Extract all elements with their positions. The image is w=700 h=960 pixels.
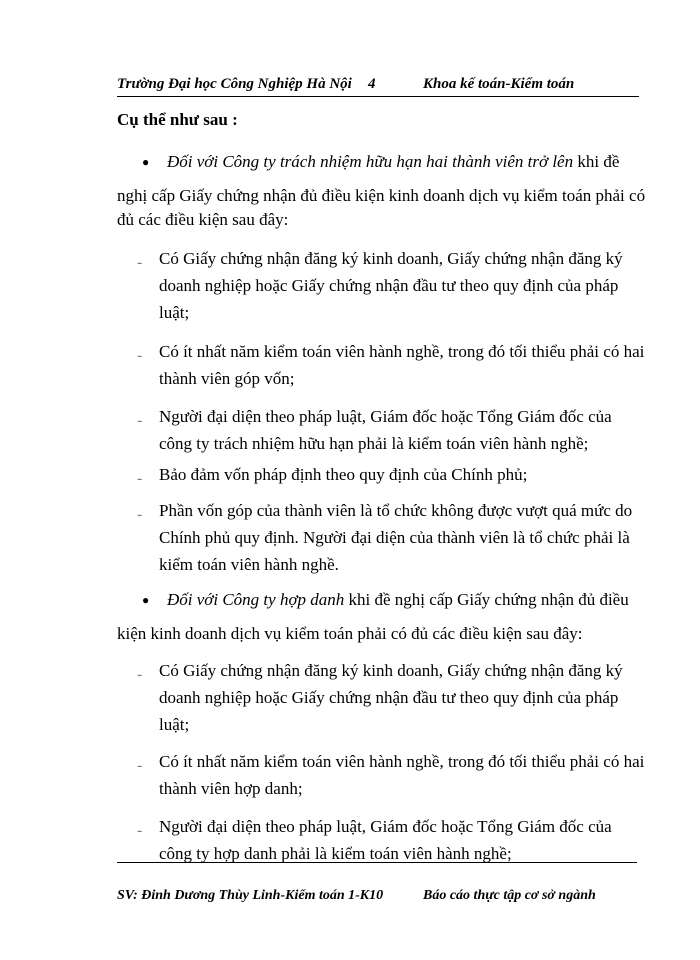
section1-lead xyxy=(167,152,619,172)
header-faculty: Khoa kế toán-Kiểm toán xyxy=(423,76,575,92)
s1-item5-line2: Chính phủ quy định. Người đại diện của thành viên là tổ chức phải là xyxy=(159,528,630,547)
s1-item2-line2: thành viên góp vốn; xyxy=(159,369,295,388)
page-footer xyxy=(117,862,637,902)
dash-icon: - xyxy=(137,822,143,839)
page-header xyxy=(117,72,637,98)
section2-lead-rest: khi đề nghị cấp Giấy chứng nhận đủ điều xyxy=(344,590,629,609)
s2-item2-line1: Có ít nhất năm kiểm toán viên hành nghề, trong đó tối thiểu phải có hai xyxy=(159,752,645,771)
dash-icon: - xyxy=(137,757,143,774)
footer-rule xyxy=(117,862,637,863)
intro-heading: Cụ thể như sau : xyxy=(117,110,238,129)
dash-icon: - xyxy=(137,470,143,487)
dash-icon: - xyxy=(137,666,143,683)
s1-item2-line1: Có ít nhất năm kiểm toán viên hành nghề, trong đó tối thiểu phải có hai xyxy=(159,342,645,361)
s1-item3-line2: công ty trách nhiệm hữu hạn phải là kiểm toán viên hành nghề; xyxy=(159,434,589,453)
s2-item1-line1: Có Giấy chứng nhận đăng ký kinh doanh, Giấy chứng nhận đăng ký xyxy=(159,661,623,680)
section1-lead-rest: khi đề xyxy=(573,152,620,171)
section1-cont1: nghị cấp Giấy chứng nhận đủ điều kiện kinh doanh dịch vụ kiểm toán phải có xyxy=(117,186,646,205)
section1-cont2: đủ các điều kiện sau đây: xyxy=(117,210,289,229)
section2-cont1: kiện kinh doanh dịch vụ kiểm toán phải có đủ các điều kiện sau đây: xyxy=(117,624,583,643)
s2-item1-line2: doanh nghiệp hoặc Giấy chứng nhận đầu tư theo quy định của pháp xyxy=(159,688,619,707)
section1-lead-italic: Đối với Công ty trách nhiệm hữu hạn hai thành viên trở lên xyxy=(167,152,574,171)
s2-item3-line1: Người đại diện theo pháp luật, Giám đốc hoặc Tổng Giám đốc của xyxy=(159,817,612,836)
section2-lead-italic: Đối với Công ty hợp danh xyxy=(167,590,345,609)
s1-item5-line1: Phần vốn góp của thành viên là tổ chức không được vượt quá mức do xyxy=(159,501,633,520)
s2-item1-line3: luật; xyxy=(159,715,190,734)
dash-icon: - xyxy=(137,347,143,364)
s1-item1-line3: luật; xyxy=(159,303,190,322)
s1-item1-line2: doanh nghiệp hoặc Giấy chứng nhận đầu tư theo quy định của pháp xyxy=(159,276,619,295)
s1-item1-line1: Có Giấy chứng nhận đăng ký kinh doanh, Giấy chứng nhận đăng ký xyxy=(159,249,623,268)
header-rule xyxy=(117,96,639,97)
bullet-icon: ● xyxy=(142,593,150,607)
s1-item5-line3: kiểm toán viên hành nghề. xyxy=(159,555,339,574)
s1-item4-line1: Bảo đảm vốn pháp định theo quy định của Chính phủ; xyxy=(159,465,528,484)
footer-student: SV: Đinh Dương Thùy Linh-Kiểm toán 1-K10 xyxy=(117,888,384,903)
dash-icon: - xyxy=(137,254,143,271)
section2-lead xyxy=(167,590,629,610)
dash-icon: - xyxy=(137,412,143,429)
dash-icon: - xyxy=(137,506,143,523)
bullet-icon: ● xyxy=(142,155,150,169)
page-number: 4 xyxy=(368,76,376,92)
s2-item3-line2: công ty hợp danh phải là kiểm toán viên hành nghề; xyxy=(159,844,512,863)
s1-item3-line1: Người đại diện theo pháp luật, Giám đốc hoặc Tổng Giám đốc của xyxy=(159,407,612,426)
footer-report: Báo cáo thực tập cơ sở ngành xyxy=(423,888,596,903)
header-school: Trường Đại học Công Nghiệp Hà Nội xyxy=(117,76,352,92)
s2-item2-line2: thành viên hợp danh; xyxy=(159,779,303,798)
